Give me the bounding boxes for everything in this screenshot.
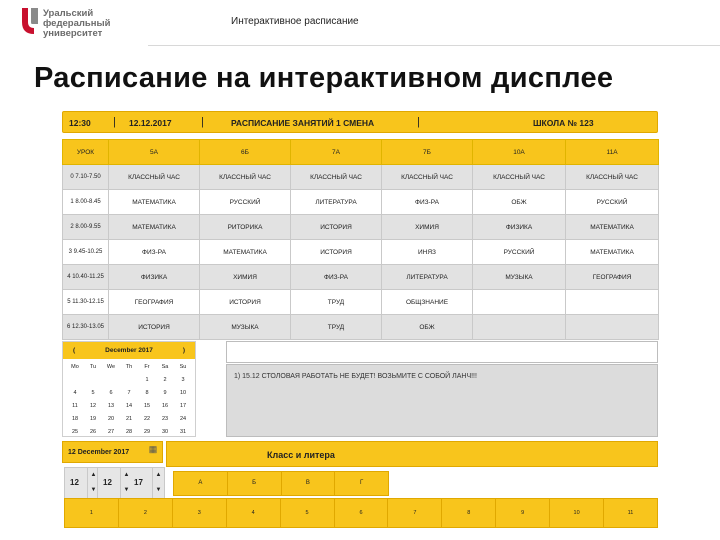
spinner-down-button[interactable]: ▼ <box>120 483 132 498</box>
lesson-cell: КЛАССНЫЙ ЧАС <box>200 165 291 190</box>
spinner-down-button[interactable]: ▼ <box>152 483 164 498</box>
lesson-cell: МАТЕМАТИКА <box>200 240 291 265</box>
lesson-cell: ЛИТЕРАТУРА <box>291 190 382 215</box>
calendar-grid <box>63 359 195 437</box>
calendar-day <box>102 375 120 385</box>
prev-month-button[interactable]: ( <box>73 347 76 354</box>
lesson-cell: МАТЕМАТИКА <box>109 215 200 240</box>
announcement-input[interactable] <box>226 341 658 363</box>
calendar-weekday: Tu <box>89 364 97 370</box>
next-month-button[interactable]: ) <box>182 347 185 354</box>
calendar-day[interactable]: 8 <box>145 390 149 396</box>
calendar-header <box>63 342 195 359</box>
calendar-day[interactable]: 29 <box>143 429 151 435</box>
schedule-row <box>63 240 659 265</box>
lesson-cell: ФИЗ-РА <box>382 190 473 215</box>
calendar-day[interactable]: 2 <box>163 377 167 383</box>
calendar-day <box>84 375 102 385</box>
calendar-day[interactable]: 28 <box>125 429 133 435</box>
col-header-class[interactable]: 7А <box>291 140 382 165</box>
class-number-button[interactable]: 11 <box>604 499 657 527</box>
logo-line-2: федеральный <box>43 18 111 29</box>
from-minutes-value: 12 <box>103 478 112 487</box>
lesson-cell: ХИМИЯ <box>200 265 291 290</box>
col-header-class[interactable]: 11А <box>566 140 659 165</box>
lesson-time: 2 8.00-9.55 <box>63 215 109 240</box>
lesson-cell: ФИЗ-РА <box>109 240 200 265</box>
class-letter-bar <box>166 441 658 467</box>
col-header-lesson: УРОК <box>63 140 109 165</box>
logo-line-1: Уральский <box>43 8 94 19</box>
date-picker-calendar <box>62 341 196 437</box>
calendar-day[interactable]: 30 <box>161 429 169 435</box>
lesson-cell: ХИМИЯ <box>382 215 473 240</box>
lesson-cell <box>566 315 659 340</box>
spinner-down-button[interactable]: ▼ <box>87 483 99 498</box>
calendar-icon[interactable]: ▦ <box>148 444 158 454</box>
calendar-day[interactable]: 21 <box>125 416 133 422</box>
calendar-month-label: December 2017 <box>105 347 153 354</box>
calendar-day[interactable]: 23 <box>161 416 169 422</box>
calendar-day[interactable]: 16 <box>161 403 169 409</box>
schedule-row <box>63 290 659 315</box>
lesson-cell: МАТЕМАТИКА <box>566 215 659 240</box>
spinner-up-button[interactable]: ▲ <box>152 468 164 483</box>
lesson-cell: ФИЗ-РА <box>291 265 382 290</box>
page-title: Расписание на интерактивном дисплее <box>34 62 614 94</box>
logo-line-3: университет <box>43 28 103 39</box>
lesson-cell: ЛИТЕРАТУРА <box>382 265 473 290</box>
lesson-cell: КЛАССНЫЙ ЧАС <box>382 165 473 190</box>
col-header-class[interactable]: 10А <box>473 140 566 165</box>
schedule-row <box>63 315 659 340</box>
class-number-button[interactable]: 3 <box>173 499 227 527</box>
lesson-cell <box>473 315 566 340</box>
calendar-day[interactable]: 22 <box>143 416 151 422</box>
class-number-buttons <box>64 498 658 528</box>
calendar-day[interactable]: 14 <box>125 403 133 409</box>
current-date: 12.12.2017 <box>129 118 172 128</box>
lesson-cell: КЛАССНЫЙ ЧАС <box>473 165 566 190</box>
class-number-button[interactable]: 6 <box>335 499 389 527</box>
calendar-day[interactable]: 7 <box>127 390 131 396</box>
col-header-class[interactable]: 5А <box>109 140 200 165</box>
lesson-cell: МУЗЫКА <box>473 265 566 290</box>
calendar-day[interactable]: 24 <box>179 416 187 422</box>
lesson-cell: КЛАССНЫЙ ЧАС <box>109 165 200 190</box>
lesson-cell: ИСТОРИЯ <box>291 215 382 240</box>
calendar-day <box>66 375 84 385</box>
ural-logo-icon <box>20 6 40 38</box>
class-number-button[interactable]: 8 <box>442 499 496 527</box>
calendar-day[interactable]: 11 <box>72 403 78 409</box>
class-letter-label: Класс и литера <box>267 450 335 460</box>
to-hours-spinner[interactable] <box>130 467 165 499</box>
class-number-button[interactable]: 1 <box>65 499 119 527</box>
schedule-topbar: 12:30 | 12.12.2017 | РАСПИСАНИЕ ЗАНЯТИЙ 1 СМЕНА | ШКОЛА № 123 <box>62 111 658 133</box>
calendar-day[interactable]: 25 <box>71 429 79 435</box>
lesson-cell: РУССКИЙ <box>473 240 566 265</box>
class-number-button[interactable]: 2 <box>119 499 173 527</box>
current-time: 12:30 <box>69 118 91 128</box>
calendar-day[interactable]: 20 <box>107 416 115 422</box>
liter-button[interactable]: В <box>282 472 336 495</box>
calendar-day[interactable]: 12 <box>89 403 97 409</box>
schedule-row <box>63 165 659 190</box>
from-minutes-spinner[interactable] <box>97 467 131 499</box>
lesson-cell: ТРУД <box>291 315 382 340</box>
lesson-cell: ОБЩЗНАНИЕ <box>382 290 473 315</box>
spinner-up-button[interactable]: ▲ <box>87 468 99 483</box>
calendar-day[interactable]: 27 <box>107 429 115 435</box>
schedule-caption: РАСПИСАНИЕ ЗАНЯТИЙ 1 СМЕНА <box>231 118 375 128</box>
calendar-day[interactable]: 3 <box>181 377 185 383</box>
lesson-cell: ИНЯЗ <box>382 240 473 265</box>
calendar-weekday: Sa <box>161 364 169 370</box>
lesson-cell: ГЕОГРАФИЯ <box>109 290 200 315</box>
calendar-day[interactable]: 9 <box>163 390 167 396</box>
lesson-cell: КЛАССНЫЙ ЧАС <box>566 165 659 190</box>
lesson-cell: РУССКИЙ <box>200 190 291 215</box>
university-logo <box>20 6 130 42</box>
spinner-up-button[interactable]: ▲ <box>120 468 132 483</box>
calendar-day <box>120 375 138 385</box>
lesson-time: 0 7.10-7.50 <box>63 165 109 190</box>
lesson-cell: РИТОРИКА <box>200 215 291 240</box>
from-hours-spinner[interactable] <box>64 467 98 499</box>
calendar-weekday: We <box>106 364 116 370</box>
schedule-row <box>63 215 659 240</box>
header-divider <box>148 45 720 46</box>
to-hours-value: 17 <box>134 478 143 487</box>
liter-buttons <box>173 471 389 496</box>
calendar-day[interactable]: 31 <box>179 429 187 435</box>
calendar-weekday: Th <box>125 364 133 370</box>
from-hours-value: 12 <box>70 478 79 487</box>
calendar-weekday: Mo <box>71 364 79 370</box>
calendar-day[interactable]: 4 <box>73 390 77 396</box>
calendar-day[interactable]: 13 <box>107 403 115 409</box>
lesson-cell: ИСТОРИЯ <box>200 290 291 315</box>
lesson-time: 4 10.40-11.25 <box>63 265 109 290</box>
calendar-weekday: Su <box>179 364 187 370</box>
calendar-day[interactable]: 26 <box>89 429 97 435</box>
class-number-button[interactable]: 5 <box>281 499 335 527</box>
calendar-weekday: Fr <box>144 364 150 370</box>
class-number-button[interactable]: 10 <box>550 499 604 527</box>
header-title: Интерактивное расписание <box>231 16 359 27</box>
calendar-day[interactable]: 15 <box>143 403 151 409</box>
schedule-header-row <box>63 140 659 165</box>
lesson-cell <box>473 290 566 315</box>
calendar-day[interactable]: 17 <box>179 403 187 409</box>
logo-text <box>43 9 110 39</box>
liter-button[interactable]: Б <box>228 472 282 495</box>
lesson-cell: ИСТОРИЯ <box>291 240 382 265</box>
lesson-time: 6 12.30-13.05 <box>63 315 109 340</box>
lesson-cell: ОБЖ <box>382 315 473 340</box>
lesson-cell: МАТЕМАТИКА <box>109 190 200 215</box>
col-header-class[interactable]: 7Б <box>382 140 473 165</box>
calendar-day[interactable]: 6 <box>109 390 113 396</box>
lesson-cell: МАТЕМАТИКА <box>566 240 659 265</box>
class-number-button[interactable]: 9 <box>496 499 550 527</box>
lesson-cell: ФИЗИКА <box>473 215 566 240</box>
lesson-time: 1 8.00-8.45 <box>63 190 109 215</box>
calendar-day[interactable]: 5 <box>91 390 95 396</box>
lesson-cell: МУЗЫКА <box>200 315 291 340</box>
lesson-time: 5 11.30-12.15 <box>63 290 109 315</box>
calendar-day[interactable]: 10 <box>179 390 187 396</box>
announcement-text: 1) 15.12 СТОЛОВАЯ РАБОТАТЬ НЕ БУДЕТ! ВОЗЬМИТЕ С СОБОЙ ЛАНЧ!!! <box>226 364 658 437</box>
schedule-row <box>63 190 659 215</box>
liter-button[interactable]: А <box>174 472 228 495</box>
lesson-cell <box>566 290 659 315</box>
lesson-cell: ИСТОРИЯ <box>109 315 200 340</box>
lesson-cell: КЛАССНЫЙ ЧАС <box>291 165 382 190</box>
lesson-cell: ГЕОГРАФИЯ <box>566 265 659 290</box>
lesson-cell: ТРУД <box>291 290 382 315</box>
calendar-day[interactable]: 18 <box>71 416 79 422</box>
lesson-cell: ОБЖ <box>473 190 566 215</box>
class-number-button[interactable]: 4 <box>227 499 281 527</box>
lesson-cell: ФИЗИКА <box>109 265 200 290</box>
col-header-class[interactable]: 6Б <box>200 140 291 165</box>
school-name: ШКОЛА № 123 <box>533 118 594 128</box>
calendar-day[interactable]: 19 <box>89 416 97 422</box>
lesson-cell: РУССКИЙ <box>566 190 659 215</box>
class-number-button[interactable]: 7 <box>388 499 442 527</box>
liter-button[interactable]: Г <box>335 472 388 495</box>
calendar-day[interactable]: 1 <box>145 377 149 383</box>
selected-date-field[interactable]: 12 December 2017 <box>62 441 163 463</box>
schedule-table <box>62 139 659 340</box>
schedule-row <box>63 265 659 290</box>
lesson-time: 3 9.45-10.25 <box>63 240 109 265</box>
